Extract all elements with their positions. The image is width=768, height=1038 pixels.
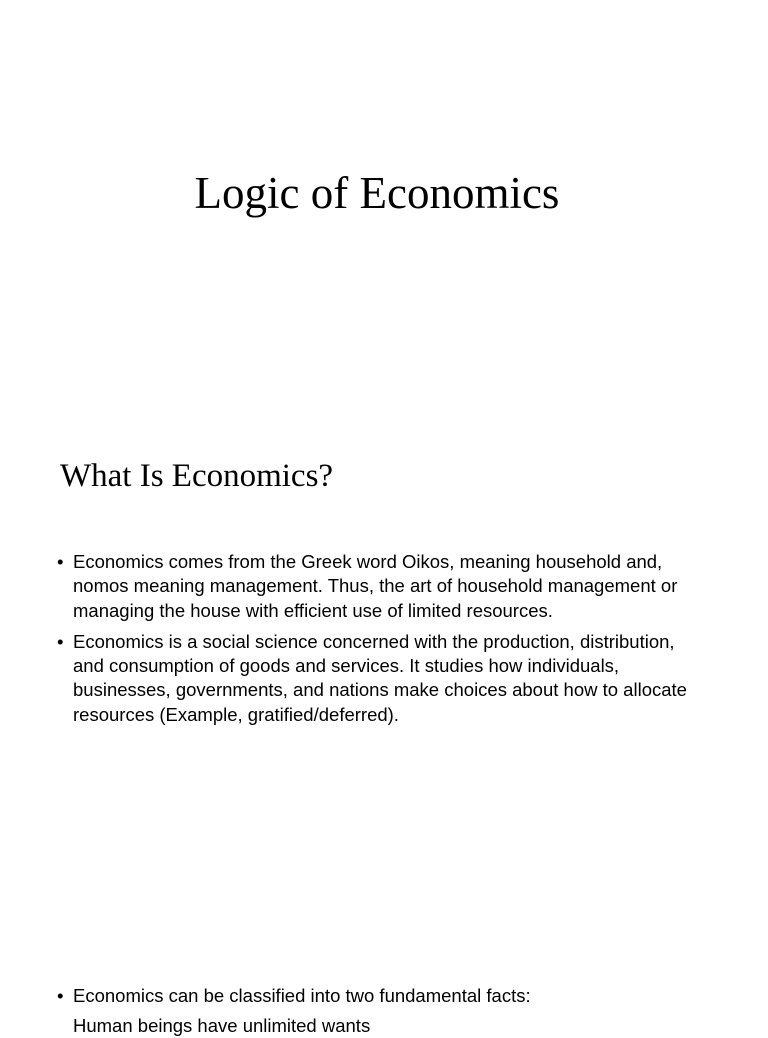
list-item: [57, 984, 697, 1008]
bullet-text: Economics can be classified into two fundamental facts:: [73, 985, 531, 1006]
bullet-icon: •: [57, 630, 64, 652]
bullet-list: [57, 984, 697, 1008]
partial-text-line: Human beings have unlimited wants: [73, 1015, 371, 1036]
bullet-text: Economics is a social science concerned with the production, distribution, and consumption of goods and services. It studies how individuals, businesses, governments, and nations make choices about how to allocate resources (Example, gratified/deferred).: [73, 630, 687, 725]
bullet-text: Economics comes from the Greek word Oikos, meaning household and, nomos meaning management. Thus, the art of household management or managing the house with efficient use of limited resources.: [73, 551, 678, 621]
list-item: [57, 630, 697, 727]
section-heading: What Is Economics?: [60, 458, 334, 494]
bullet-icon: •: [57, 551, 64, 572]
bullet-icon: •: [57, 985, 64, 1006]
list-item: [57, 550, 697, 623]
page-title: Logic of Economics: [194, 168, 560, 218]
bullet-list: [57, 550, 697, 734]
